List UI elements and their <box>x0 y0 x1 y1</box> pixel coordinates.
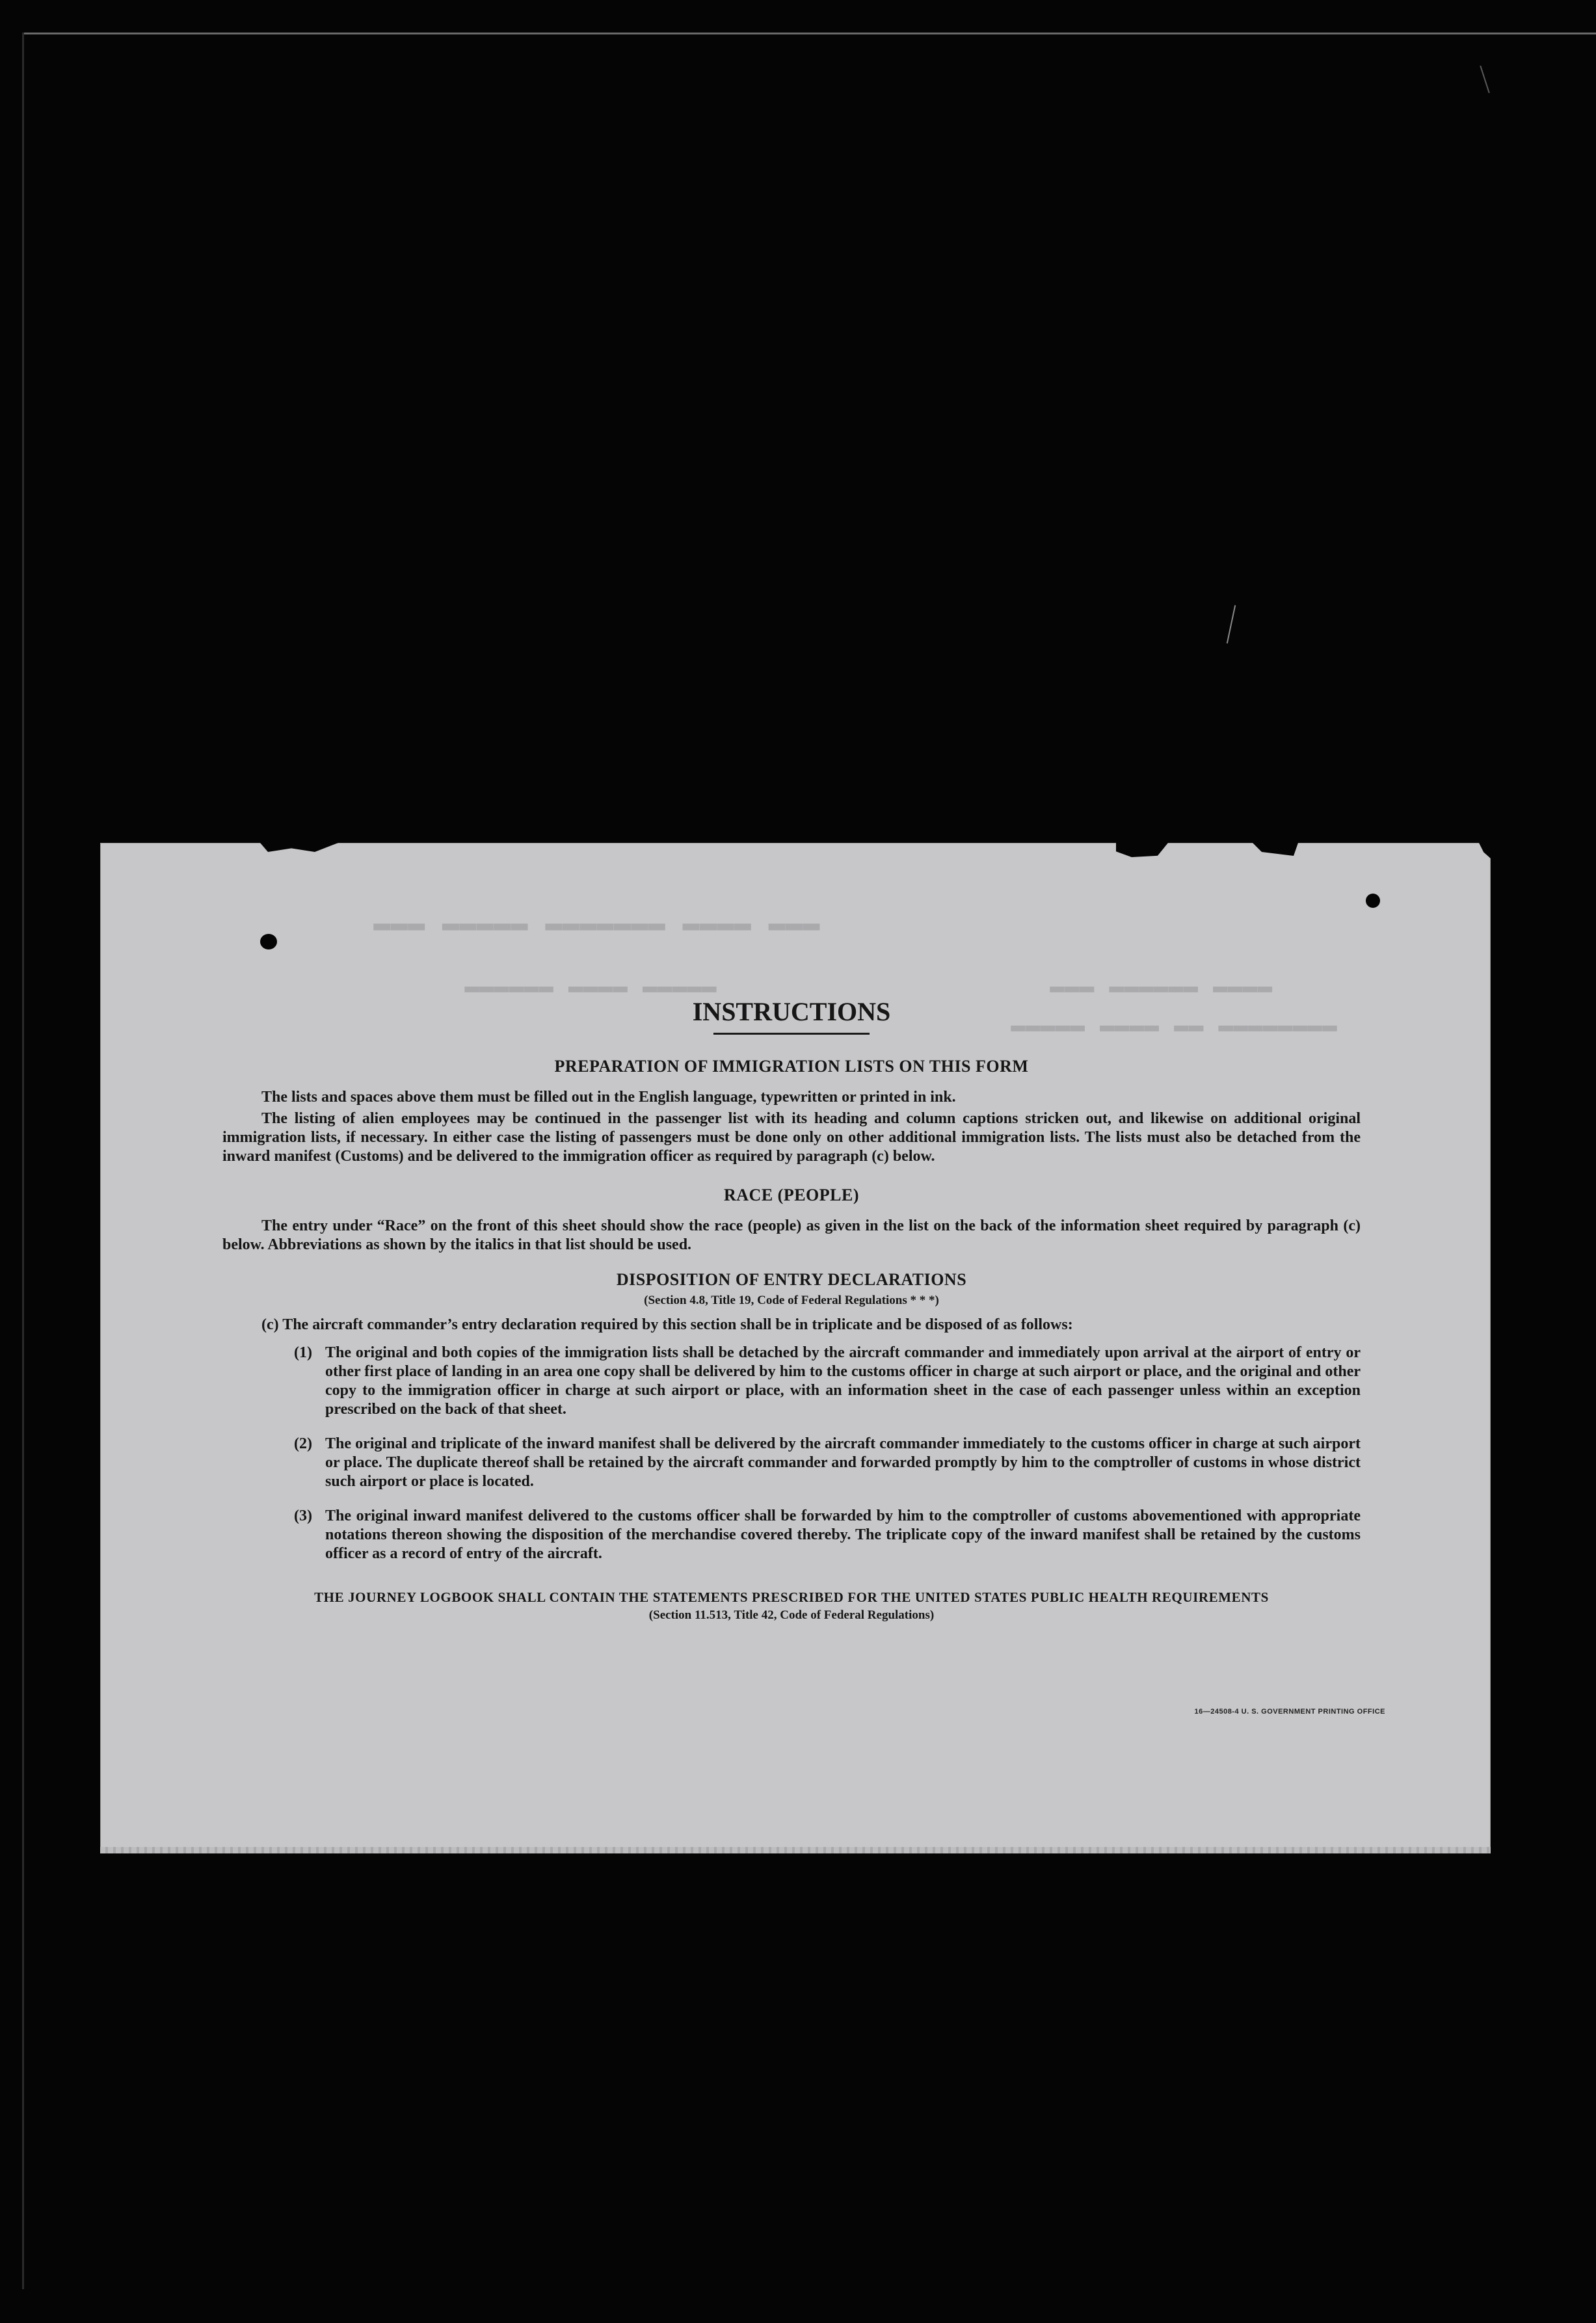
document-title: INSTRUCTIONS <box>692 997 891 1026</box>
bleed-through-text: ▬▬▬▬ ▬▬▬▬▬▬ ▬▬▬ <box>1050 973 1273 1001</box>
disposition-list <box>222 1344 1361 1563</box>
torn-edge <box>1479 843 1491 858</box>
scan-edge-left <box>22 33 24 2289</box>
torn-edge <box>1116 843 1168 857</box>
list-item-number: (3) <box>294 1507 312 1524</box>
scan-scratch <box>1480 66 1489 93</box>
list-item-text: The original inward manifest delivered to the customs officer shall be forwarded by him to the comptroller of customs abovementioned with appropriate notations thereon showing the disposition of the merchandise covered thereby. The triplicate copy of the inward manifest shall be retained by the customs officer as a record of entry of the aircraft. <box>325 1507 1361 1562</box>
section-heading-preparation: PREPARATION OF IMMIGRATION LISTS ON THIS FORM <box>554 1057 1029 1076</box>
printing-office-code: 16—24508-4 U. S. GOVERNMENT PRINTING OFFICE <box>1194 1708 1385 1716</box>
section-heading-disposition: DISPOSITION OF ENTRY DECLARATIONS <box>616 1270 967 1289</box>
document-sheet <box>100 843 1491 1853</box>
scan-edge-top <box>23 33 1596 34</box>
torn-edge <box>260 843 338 852</box>
race-paragraph: The entry under “Race” on the front of this sheet should show the race (people) as given in the list on the back of the information sheet required by paragraph (c) below. Abbreviations as shown by the italics in that list should be used. <box>222 1217 1361 1253</box>
scan-scratch <box>1227 605 1236 643</box>
health-requirements-citation: (Section 11.513, Title 42, Code of Federal Regulations) <box>648 1608 935 1622</box>
list-item <box>222 1435 1361 1491</box>
list-item-number: (2) <box>294 1435 312 1452</box>
instructions-content <box>222 996 1361 1623</box>
health-requirements-statement: THE JOURNEY LOGBOOK SHALL CONTAIN THE STATEMENTS PRESCRIBED FOR THE UNITED STATES PUBLIC HEALTH REQUIREMENTS <box>314 1589 1269 1605</box>
section-spacer <box>222 1257 1361 1270</box>
list-item <box>222 1344 1361 1419</box>
preparation-paragraph-1: The lists and spaces above them must be filled out in the English language, typewritten or printed in ink. <box>261 1089 956 1106</box>
torn-edge <box>1253 843 1298 856</box>
list-item-text: The original and triplicate of the inward manifest shall be delivered by the aircraft commander immediately to the customs officer in charge at such airport or place. The duplicate thereof shall be retained by the aircraft commander and forwarded promptly by him to the comptroller of customs in whose district such airport or place is located. <box>325 1435 1361 1490</box>
section-heading-race: RACE (PEOPLE) <box>724 1186 859 1204</box>
disposition-citation: (Section 4.8, Title 19, Code of Federal Regulations * * *) <box>644 1294 939 1307</box>
preparation-paragraph-2: The listing of alien employees may be continued in the passenger list with its heading and column captions stricken out, and likewise on additional original immigration lists, if necessary. In either case the listing of passengers must be done only on other additional immigration lists. The lists must also be detached from the inward manifest (Customs) and be delivered to the immigration officer as required by paragraph (c) below. <box>222 1110 1361 1165</box>
section-spacer <box>222 1169 1361 1186</box>
bleed-through-text: ▬▬▬▬▬ ▬▬▬▬ ▬▬▬▬▬▬ <box>464 973 717 1001</box>
bleed-through-text: ▬▬▬ ▬▬▬▬ ▬▬▬▬▬▬▬ ▬▬▬▬▬ ▬▬▬ <box>373 908 820 940</box>
title-underline <box>713 1033 870 1035</box>
bleed-through-text: ▬▬▬▬▬▬▬▬ ▬▬ ▬▬▬▬ ▬▬▬▬▬ <box>1011 1012 1337 1040</box>
list-item-text: The original and both copies of the immigration lists shall be detached by the aircraft commander and immediately upon arrival at the airport of entry or other first place of landing in an area one copy shall be delivered by him to the customs officer in charge at such airport or place, and the original and other copy to the immigration officer in charge at such airport or place, with an information sheet in the case of each passenger unless within an exception prescribed on the back of that sheet. <box>325 1344 1361 1418</box>
list-item <box>222 1507 1361 1563</box>
punch-hole <box>1366 894 1380 908</box>
list-item-number: (1) <box>294 1344 312 1361</box>
punch-hole <box>260 934 277 949</box>
disposition-intro: (c) The aircraft commander’s entry declaration required by this section shall be in triplicate and be disposed of as follows: <box>261 1316 1073 1333</box>
